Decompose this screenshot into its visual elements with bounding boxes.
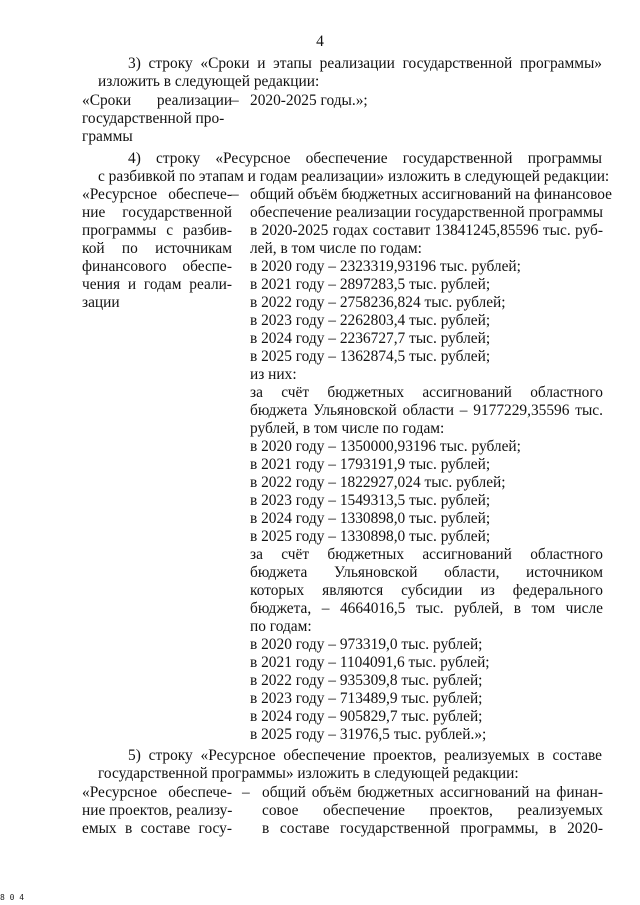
item3-left-text: «Сроки реализации bbox=[82, 92, 233, 109]
item4-right-line: бюджета, – 4664016,5 тыс. рублей, в том числе bbox=[250, 600, 603, 617]
item4-left-line: зации bbox=[82, 294, 120, 311]
item3-left-line-1 bbox=[82, 92, 233, 110]
item4-right-line: в 2024 году – 2236727,7 тыс. рублей; bbox=[250, 330, 491, 347]
item4-right-line: в 2020 году – 2323319,93196 тыс. рублей; bbox=[250, 258, 521, 275]
item4-left-line: «Ресурсное обеспече- bbox=[82, 186, 232, 203]
item4-right-line: лей, в том числе по годам: bbox=[250, 240, 422, 257]
item5-right-line: совое обеспечение проектов, реализуемых bbox=[262, 802, 603, 819]
page-number: 4 bbox=[316, 33, 324, 50]
item4-right-line: бюджета Ульяновской области, источником bbox=[250, 564, 603, 581]
item5-dash: – bbox=[242, 784, 250, 801]
item4-right-line: обеспечение реализации государственной программы bbox=[250, 204, 603, 221]
item3-dash: – bbox=[231, 92, 239, 109]
item3-value: 2020-2025 годы.»; bbox=[250, 92, 368, 109]
item4-left-line: финансового обеспе- bbox=[82, 258, 232, 275]
item5-heading-line-1: 5) строку «Ресурсное обеспечение проектов, реализуемых в составе bbox=[128, 747, 602, 764]
item5-left-line: «Ресурсное обеспече- bbox=[82, 784, 232, 801]
item4-right-line: в 2024 году – 905829,7 тыс. рублей; bbox=[250, 708, 483, 725]
item4-right-line: рублей, в том числе по годам: bbox=[250, 420, 445, 437]
item4-right-line: в 2024 году – 1330898,0 тыс. рублей; bbox=[250, 510, 491, 527]
item4-right-line: которых являются субсидии из федерального bbox=[250, 582, 603, 599]
item4-right-line: в 2025 году – 31976,5 тыс. рублей.»; bbox=[250, 726, 487, 743]
item4-right-line: в 2022 году – 2758236,824 тыс. рублей; bbox=[250, 294, 506, 311]
item3-left-line-1-words bbox=[82, 92, 252, 110]
item4-right-line: по годам: bbox=[250, 618, 312, 635]
item4-left-line: чения и годам реали- bbox=[82, 276, 232, 293]
item4-right-line: в 2020 году – 973319,0 тыс. рублей; bbox=[250, 636, 483, 653]
item5-right-line: общий объём бюджетных ассигнований на финан- bbox=[262, 784, 603, 801]
item4-right-line: в 2021 году – 1793191,9 тыс. рублей; bbox=[250, 456, 491, 473]
item4-right-line: в 2023 году – 1549313,5 тыс. рублей; bbox=[250, 492, 491, 509]
item4-heading-line-1: 4) строку «Ресурсное обеспечение государственной программы bbox=[128, 150, 602, 167]
item5-heading-line-2: государственной программы» изложить в следующей редакции: bbox=[98, 765, 519, 782]
item4-right-line: в 2023 году – 2262803,4 тыс. рублей; bbox=[250, 312, 491, 329]
item3-heading-line-2: изложить в следующей редакции: bbox=[98, 73, 320, 90]
item4-right-line: из них: bbox=[250, 366, 297, 383]
item4-left-line: ние государственной bbox=[82, 204, 232, 221]
item5-left-line: емых в составе госу- bbox=[82, 820, 232, 837]
item4-right-line: в 2022 году – 935309,8 тыс. рублей; bbox=[250, 672, 483, 689]
item4-right-line: в 2020-2025 годах составит 13841245,85596 тыс. руб- bbox=[250, 222, 603, 239]
item3-left-line-2: государственной про- bbox=[82, 110, 225, 127]
item4-right-line: в 2025 году – 1330898,0 тыс. рублей; bbox=[250, 528, 491, 545]
item4-heading-line-2: с разбивкой по этапам и годам реализации» изложить в следующей редакции: bbox=[98, 168, 610, 185]
item4-right-line: в 2020 году – 1350000,93196 тыс. рублей; bbox=[250, 438, 521, 455]
item4-right-line: бюджета Ульяновской области – 9177229,35596 тыс. bbox=[250, 402, 603, 419]
item4-left-line: программы с разбив- bbox=[82, 222, 232, 239]
item4-right-line: в 2021 году – 2897283,5 тыс. рублей; bbox=[250, 276, 491, 293]
item4-right-line: в 2021 году – 1104091,6 тыс. рублей; bbox=[250, 654, 490, 671]
item3-left-line-3: граммы bbox=[82, 128, 133, 145]
item5-left-line: ние проектов, реализу- bbox=[82, 802, 233, 819]
item3-heading-line-1: 3) строку «Сроки и этапы реализации государственной программы» bbox=[128, 55, 602, 72]
footer-scan-tag: 8 0 4 bbox=[0, 893, 25, 902]
item4-right-line: за счёт бюджетных ассигнований областного bbox=[250, 384, 603, 401]
item4-right-line: в 2022 году – 1822927,024 тыс. рублей; bbox=[250, 474, 506, 491]
item5-right-line: в составе государственной программы, в 2020- bbox=[262, 820, 603, 837]
item4-right-line: в 2023 году – 713489,9 тыс. рублей; bbox=[250, 690, 483, 707]
item4-dash: – bbox=[231, 186, 239, 203]
item4-right-line: общий объём бюджетных ассигнований на финансовое bbox=[250, 186, 612, 203]
item4-right-line: в 2025 году – 1362874,5 тыс. рублей; bbox=[250, 348, 491, 365]
item4-right-line: за счёт бюджетных ассигнований областного bbox=[250, 546, 603, 563]
item4-left-line: кой по источникам bbox=[82, 240, 232, 257]
